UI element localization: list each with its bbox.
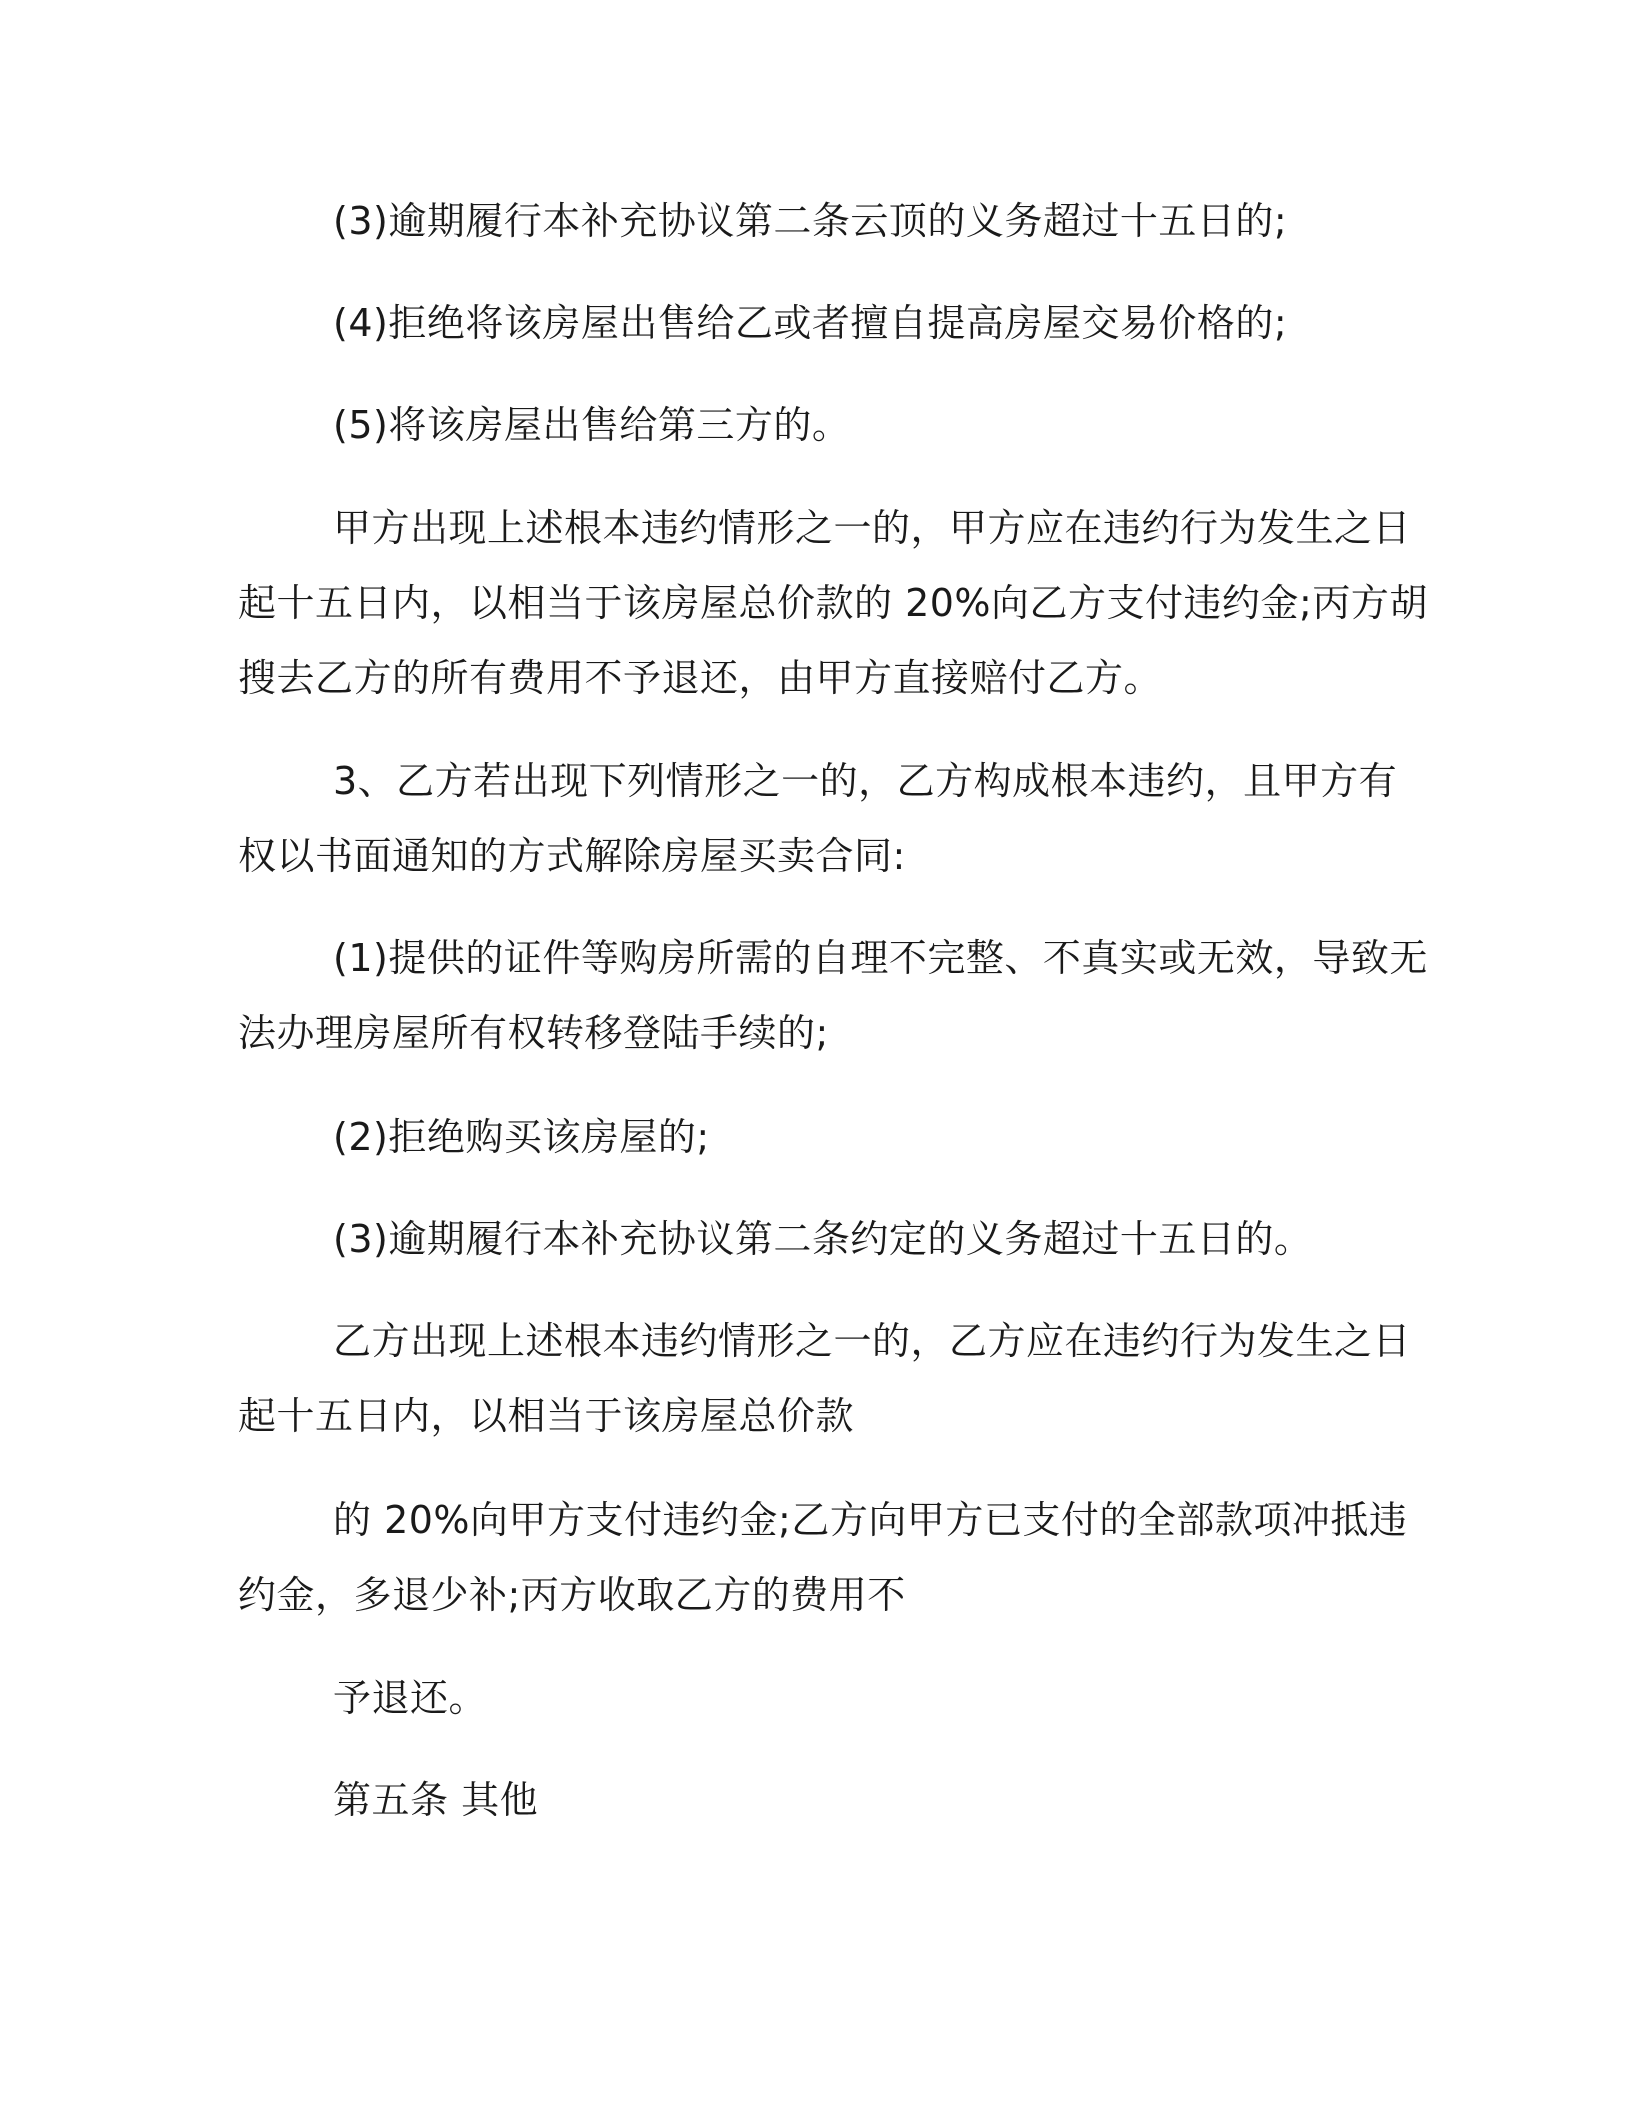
paragraph-line: 3、乙方若出现下列情形之一的，乙方构成根本违约，且甲方有 bbox=[333, 759, 1398, 803]
paragraph-line: (3)逾期履行本补充协议第二条约定的义务超过十五日的。 bbox=[333, 1217, 1313, 1261]
paragraph-line: (3)逾期履行本补充协议第二条云顶的义务超过十五日的; bbox=[333, 199, 1288, 243]
paragraph-line: (4)拒绝将该房屋出售给乙或者擅自提高房屋交易价格的; bbox=[333, 301, 1288, 345]
section-heading: 第五条 其他 bbox=[333, 1778, 539, 1822]
paragraph-line: (5)将该房屋出售给第三方的。 bbox=[333, 403, 851, 447]
paragraph-line: 予退还。 bbox=[333, 1676, 488, 1720]
paragraph-line: 甲方出现上述根本违约情形之一的，甲方应在违约行为发生之日 bbox=[333, 506, 1412, 550]
paragraph-line: 乙方出现上述根本违约情形之一的，乙方应在违约行为发生之日 bbox=[333, 1319, 1412, 1363]
paragraph-line: 约金，多退少补;丙方收取乙方的费用不 bbox=[238, 1573, 906, 1617]
paragraph-line: (1)提供的证件等购房所需的自理不完整、不真实或无效，导致无 bbox=[333, 936, 1428, 980]
paragraph-line: 搜去乙方的所有费用不予退还，由甲方直接赔付乙方。 bbox=[238, 656, 1163, 700]
paragraph-line: 权以书面通知的方式解除房屋买卖合同: bbox=[238, 834, 906, 878]
paragraph-line: (2)拒绝购买该房屋的; bbox=[333, 1115, 710, 1159]
paragraph-line: 起十五日内，以相当于该房屋总价款的 20%向乙方支付违约金;丙方胡 bbox=[238, 581, 1428, 625]
paragraph-line: 的 20%向甲方支付违约金;乙方向甲方已支付的全部款项冲抵违 bbox=[333, 1498, 1408, 1542]
paragraph-line: 法办理房屋所有权转移登陆手续的; bbox=[238, 1011, 829, 1055]
paragraph-line: 起十五日内，以相当于该房屋总价款 bbox=[238, 1394, 855, 1438]
